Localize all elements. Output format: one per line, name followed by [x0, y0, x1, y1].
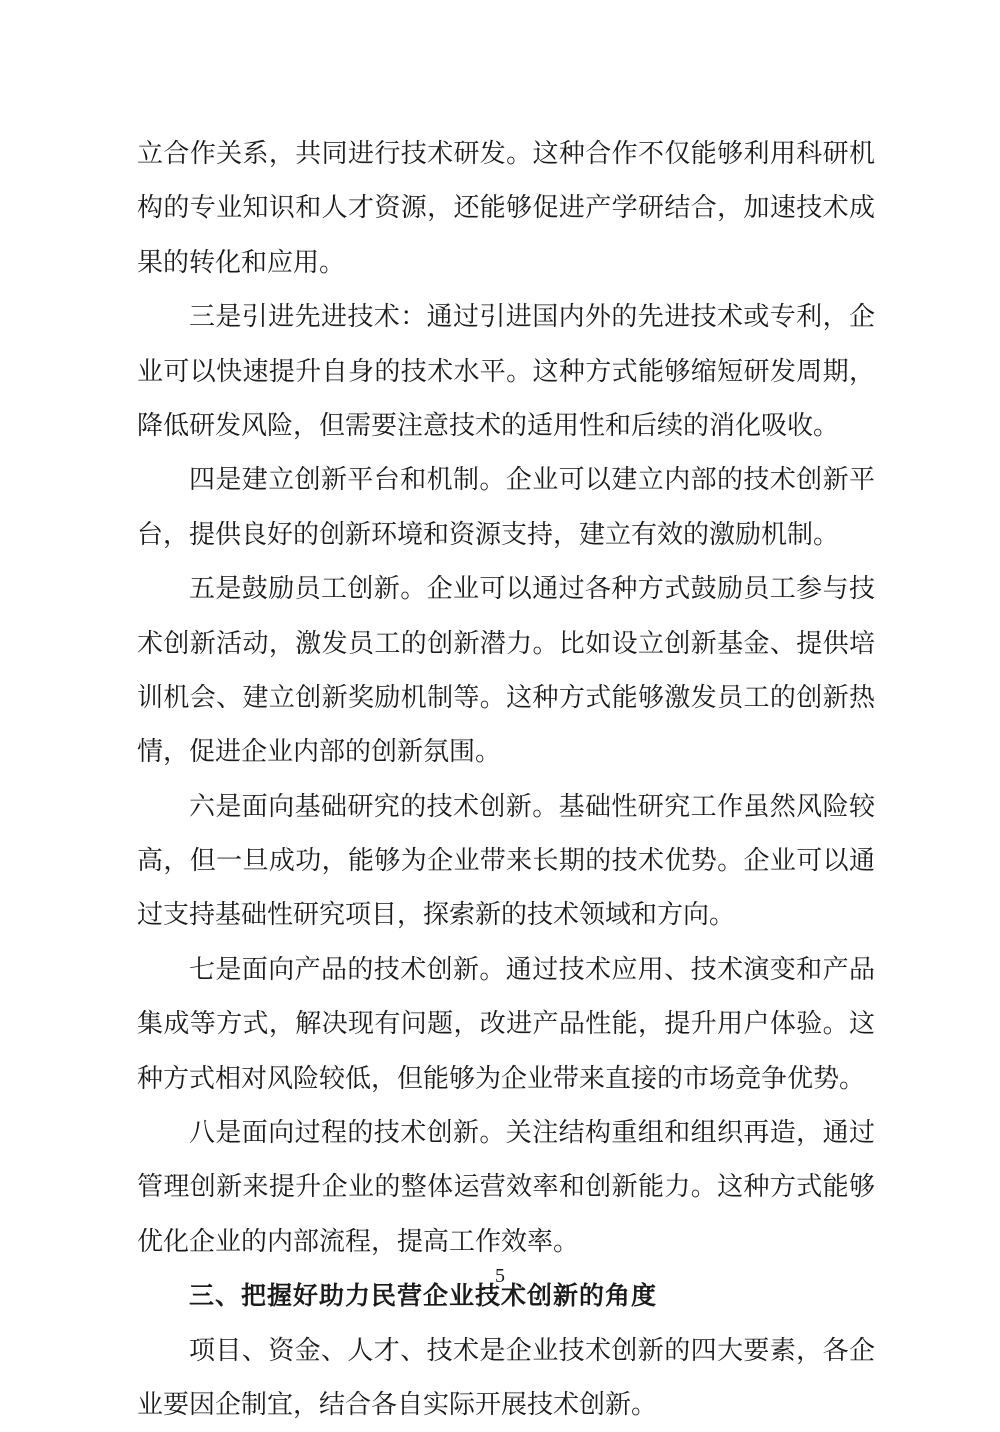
text-line: 术创新活动，激发员工的创新潜力。比如设立创新基金、提供培: [137, 628, 875, 659]
text-line: 构的专业知识和人才资源，还能够促进产学研结合，加速技术成: [137, 193, 875, 224]
text-line: 七是面向产品的技术创新。通过技术应用、技术演变和产品: [189, 954, 875, 985]
text-line: 项目、资金、人才、技术是企业技术创新的四大要素，各企: [189, 1335, 875, 1366]
text-line: 台，提供良好的创新环境和资源支持，建立有效的激励机制。: [137, 519, 840, 550]
text-line: 情，促进企业内部的创新氛围。: [137, 737, 502, 768]
text-line: 六是面向基础研究的技术创新。基础性研究工作虽然风险较: [189, 791, 875, 822]
paragraph-product-innovation: [137, 943, 875, 1106]
paragraph-basic-research: [137, 780, 875, 943]
paragraph-employee-innovation: [137, 562, 875, 780]
paragraph-process-innovation: [137, 1106, 875, 1269]
text-line: 三是引进先进技术：通过引进国内外的先进技术或专利，企: [189, 302, 875, 333]
text-line: 立合作关系，共同进行技术研发。这种合作不仅能够利用科研机: [137, 139, 875, 169]
paragraph-introduce-technology: [137, 290, 875, 453]
text-line: 果的转化和应用。: [137, 247, 346, 278]
text-line: 降低研发风险，但需要注意技术的适用性和后续的消化吸收。: [137, 410, 840, 441]
text-line: 种方式相对风险较低，但能够为企业带来直接的市场竞争优势。: [137, 1063, 866, 1094]
text-line: 管理创新来提升企业的整体运营效率和创新能力。这种方式能够: [137, 1172, 875, 1203]
text-line: 业要因企制宜，结合各自实际开展技术创新。: [137, 1389, 658, 1420]
text-line: 五是鼓励员工创新。企业可以通过各种方式鼓励员工参与技: [189, 574, 875, 605]
text-line: 四是建立创新平台和机制。企业可以建立内部的技术创新平: [189, 465, 875, 496]
text-line: 训机会、建立创新奖励机制等。这种方式能够激发员工的创新热: [137, 682, 875, 713]
page-number: 5: [495, 1265, 505, 1287]
section-heading: 三、把握好助力民营企业技术创新的角度: [189, 1281, 658, 1311]
text-line: 集成等方式，解决现有问题，改进产品性能，提升用户体验。这: [137, 1009, 875, 1040]
text-line: 过支持基础性研究项目，探索新的技术领域和方向。: [137, 900, 736, 931]
text-line: 优化企业的内部流程，提高工作效率。: [137, 1226, 580, 1257]
paragraph-innovation-platform: [137, 453, 875, 562]
paragraph-four-elements: [137, 1324, 875, 1432]
text-line: 业可以快速提升自身的技术水平。这种方式能够缩短研发周期，: [137, 356, 875, 387]
paragraph-continued-cooperation: [137, 127, 875, 290]
text-line: 八是面向过程的技术创新。关注结构重组和组织再造，通过: [189, 1118, 875, 1149]
page-body: [137, 127, 875, 1432]
text-line: 高，但一旦成功，能够为企业带来长期的技术优势。企业可以通: [137, 846, 875, 877]
